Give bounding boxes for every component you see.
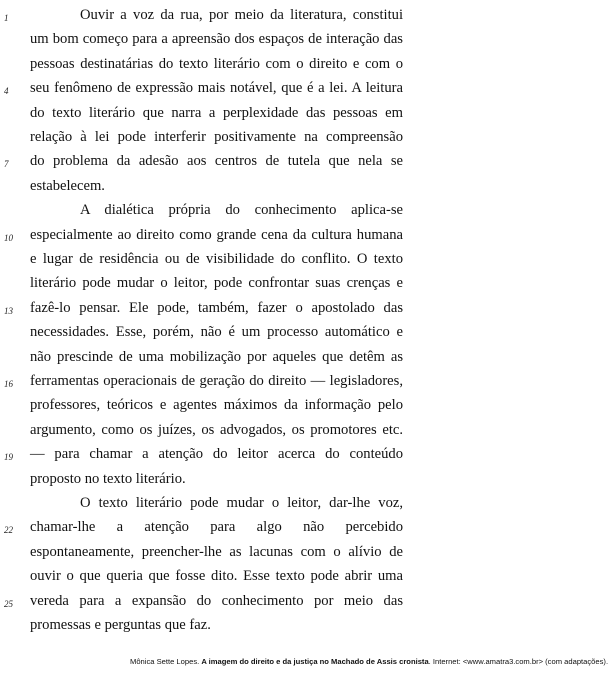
text-line: professores, teóricos e agentes máximos da informação pelo: [30, 397, 403, 414]
text-line: chamar-lhe a atenção para algo não percebido: [30, 519, 403, 536]
text-line: do problema da adesão aos centros de tutela que nela se: [30, 153, 403, 170]
text-line: especialmente ao direito como grande cena da cultura humana: [30, 226, 403, 243]
text-line: não prescinde de uma mobilização por aqueles que detêm as: [30, 348, 403, 365]
source-citation: [130, 657, 608, 668]
line-number: 13: [4, 305, 13, 316]
source-author: Mônica Sette Lopes.: [130, 657, 200, 666]
line-number: 10: [4, 232, 13, 243]
text-line: ferramentas operacionais de geração do direito — legisladores,: [30, 373, 403, 389]
text-line: um bom começo para a apreensão dos espaços de interação das: [30, 31, 403, 48]
text-line: do texto literário que narra a perplexidade das pessoas em: [30, 104, 403, 121]
line-number: 16: [4, 379, 13, 389]
text-line: Ouvir a voz da rua, por meio da literatura, constitui: [80, 7, 403, 23]
text-line: O texto literário pode mudar o leitor, dar-lhe voz,: [80, 495, 403, 511]
line-number: 1: [4, 13, 9, 23]
source-title: A imagem do direito e da justiça no Machado de Assis cronista: [201, 657, 429, 666]
line-number: 4: [4, 86, 9, 97]
text-line: ouvir o que queria que fosse dito. Esse texto pode abrir uma: [30, 568, 403, 585]
text-line: pessoas destinatárias do texto literário com o direito e com o: [30, 55, 403, 72]
text-line: relação à lei pode interferir positivamente na compreensão: [30, 129, 403, 145]
text-line: literário pode mudar o leitor, pode confrontar suas crenças e: [30, 275, 403, 292]
text-line: argumento, como os juízes, os advogados, os promotores etc.: [30, 421, 403, 438]
text-line: proposto no texto literário.: [30, 470, 186, 487]
line-number: 7: [4, 159, 9, 170]
line-number: 19: [4, 452, 13, 463]
line-number: 25: [4, 598, 13, 609]
text-line: fazê-lo pensar. Ele pode, também, fazer o apostolado das: [30, 299, 403, 316]
text-line: necessidades. Esse, porém, não é um processo automático e: [30, 324, 403, 341]
text-line: estabelecem.: [30, 177, 105, 194]
source-details: . Internet: <www.amatra3.com.br> (com adaptações).: [428, 657, 608, 666]
text-line: A dialética própria do conhecimento aplica-se: [80, 202, 403, 219]
text-line: — para chamar a atenção do leitor acerca do conteúdo: [30, 446, 403, 463]
text-line: promessas e perguntas que faz.: [30, 617, 211, 633]
text-line: vereda para a expansão do conhecimento por meio das: [30, 592, 403, 609]
line-number: 22: [4, 525, 13, 536]
text-line: seu fenômeno de expressão mais notável, que é a lei. A leitura: [30, 80, 403, 97]
text-line: espontaneamente, preencher-lhe as lacunas com o alívio de: [30, 543, 403, 560]
text-line: e lugar de residência ou de visibilidade do conflito. O texto: [30, 251, 403, 267]
